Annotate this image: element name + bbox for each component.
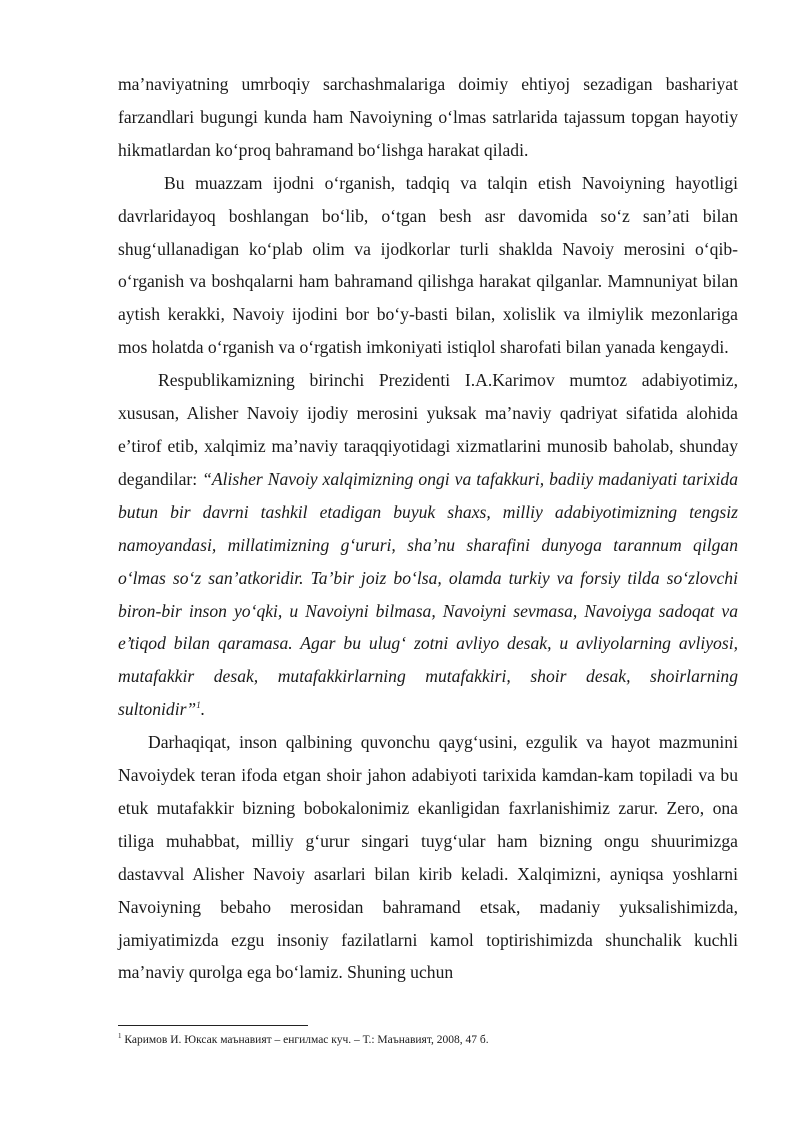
paragraph-4-text: Darhaqiqat, inson qalbining quvonchu qayg‘usini, ezgulik va hayot mazmunini Navoiydek teran ifoda etgan shoir jahon adabiyoti tarixida kamdan-kam topiladi va bu etuk mutafakkir bizning bobokalonimiz ekanligidan faxrlanishimiz zarur. Zero, ona tiliga muhabbat, milliy g‘urur singari tuyg‘ular ham bizning ongu shuurimizga dastavval Alisher Navoiy asarlari bilan kirib keladi. Xalqimizni, ayniqsa yoshlarni Navoiyning bebaho merosidan bahramand etsak, madaniy yuksalishimizda, jamiyatimizda ezgu insoniy fazilatlarni kamol toptirishimizda shunchalik kuchli ma’naviy qurolga ega bo‘lamiz. Shuning uchun	[118, 732, 738, 983]
paragraph-3	[118, 364, 738, 726]
navoiy-quote: “Alisher Navoiy xalqimizning ongi va tafakkuri, badiiy madaniyati tarixida butun bir davrni tashkil etadigan buyuk shaxs, milliy adabiyotimizning tengsiz namoyandasi, millatimizning g‘ururi, sha’nu sharafini dunyoga tarannum qilgan o‘lmas so‘z san’atkoridir. Ta’bir joiz bo‘lsa, olamda turkiy va forsiy tilda so‘zlovchi biron-bir inson yo‘qki, u Navoiyni bilmasa, Navoiyni sevmasa, Navoiyga sadoqat va e’tiqod bilan qaramasa. Agar bu ulug‘ zotni avliyo desak, u avliyolarning avliyosi, mutafakkir desak, mutafakkirlarning mutafakkiri, shoir desak, shoirlarning sultonidir”	[118, 468, 738, 720]
quote-end: .	[200, 699, 206, 720]
paragraph-3-text: Respublikamizning birinchi Prezidenti I.A.Karimov mumtoz adabiyotimiz, xususan, Alisher Navoiy ijodiy merosini yuksak ma’naviy qadriyat sifatida alohida e’tirof etib, xalqimiz ma’naviy taraqqiyotidagi xizmatlarini munosib baholab, shunday degandilar:	[118, 370, 738, 489]
paragraph-2-text: Bu muazzam ijodni o‘rganish, tadqiq va talqin etish Navoiyning hayotligi davrlaridayoq boshlangan bo‘lib, o‘tgan besh asr davomida so‘z san’ati bilan shug‘ullanadigan ko‘plab olim va ijodkorlar turli shaklda Navoiy merosini o‘qib-o‘rganish va boshqalarni ham bahramand qilishga harakat qilganlar. Mamnuniyat bilan aytish kerakki, Navoiy ijodini bor bo‘y-basti bilan, xolislik va ilmiylik mezonlariga mos holatda o‘rganish va o‘rgatish imkoniyati istiqlol sharofati bilan yanada kengaydi.	[118, 172, 738, 358]
footnote	[118, 1033, 738, 1048]
paragraph-4	[118, 726, 738, 989]
paragraph-1	[118, 68, 738, 167]
footnote-mark: 1	[118, 1032, 122, 1041]
footnote-separator	[118, 1025, 308, 1026]
paragraph-2	[118, 167, 738, 364]
footnote-reference: 1	[196, 700, 201, 711]
document-body	[118, 68, 738, 989]
paragraph-1-text: ma’naviyatning umrboqiy sarchashmalariga doimiy ehtiyoj sezadigan bashariyat farzandlari bugungi kunda ham Navoiyning o‘lmas satrlarida tajassum topgan hayotiy hikmatlardan ko‘proq bahramand bo‘lishga harakat qiladi.	[118, 74, 738, 160]
footnote-text: Каримов И. Юксак маънавият – енгилмас куч. – Т.: Маънавият, 2008, 47 б.	[124, 1034, 489, 1046]
